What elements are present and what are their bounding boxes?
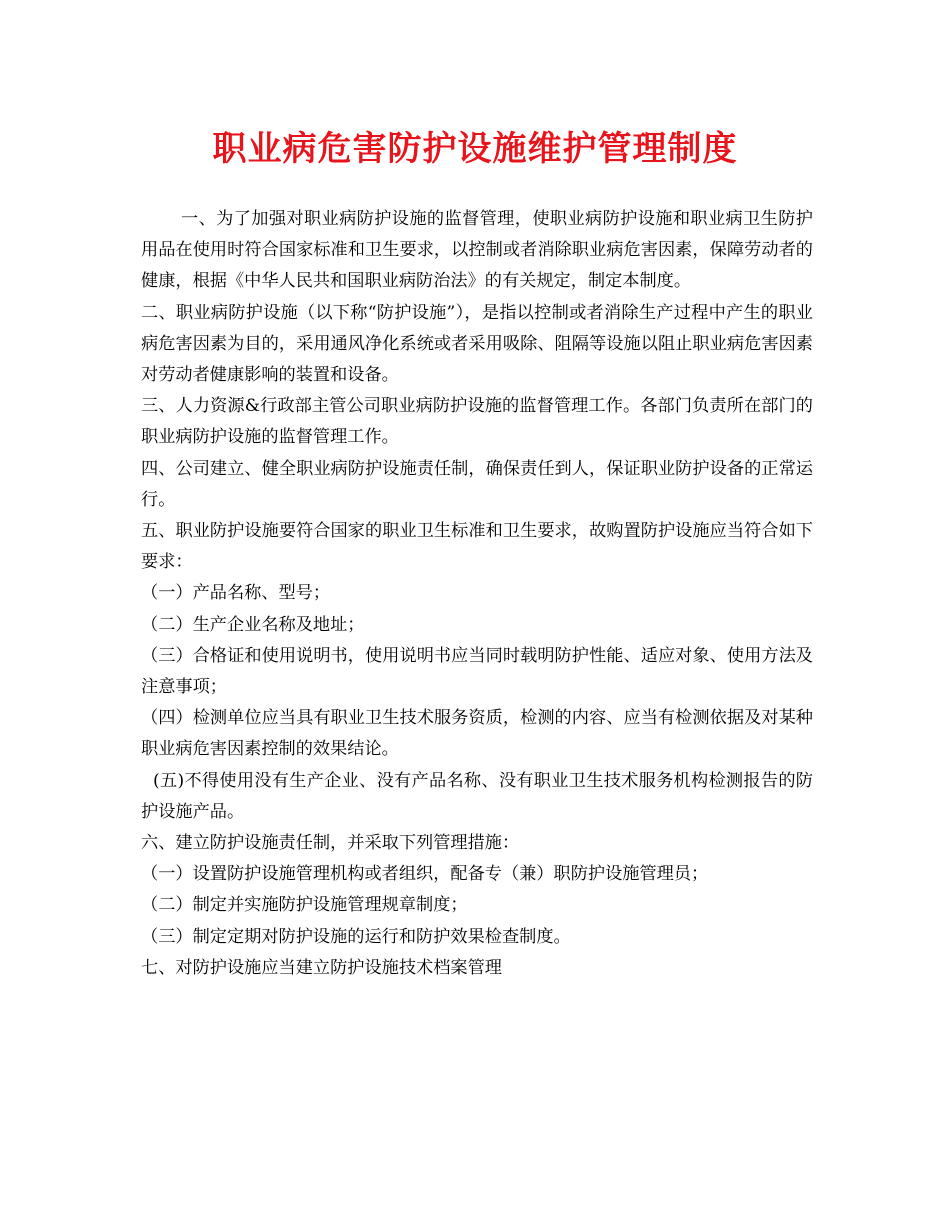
paragraph-6: 六、建立防护设施责任制，并采取下列管理措施： xyxy=(141,833,520,854)
list-item-5-5: (五)不得使用没有生产企业、没有产品名称、没有职业卫生技术服务机构检测报告的防护设施产品。 xyxy=(141,770,813,822)
list-item-6-3: （三）制定定期对防护设施的运行和防护效果检查制度。 xyxy=(141,926,571,947)
paragraph-2: 二、职业病防护设施（以下称“防护设施”），是指以控制或者消除生产过程中产生的职业病危害因素为目的，采用通风净化系统或者采用吸除、阻隔等设施以阻止职业病危害因素对劳动者健康影响的装置和设备。 xyxy=(141,302,813,386)
list-item-5-4: （四）检测单位应当具有职业卫生技术服务资质，检测的内容、应当有检测依据及对某种职业病危害因素控制的效果结论。 xyxy=(141,708,813,760)
paragraph-4: 四、公司建立、健全职业病防护设施责任制，确保责任到人，保证职业防护设备的正常运行。 xyxy=(141,458,813,510)
list-item-6-2: （二）制定并实施防护设施管理规章制度； xyxy=(141,895,468,916)
paragraph-5: 五、职业防护设施要符合国家的职业卫生标准和卫生要求，故购置防护设施应当符合如下要求： xyxy=(141,521,813,573)
paragraph-1: 一、为了加强对职业病防护设施的监督管理，使职业病防护设施和职业病卫生防护用品在使用时符合国家标准和卫生要求，以控制或者消除职业病危害因素，保障劳动者的健康，根据《中华人民共和国职业病防治法》的有关规定，制定本制度。 xyxy=(141,209,813,292)
list-item-5-2: （二）生产企业名称及地址； xyxy=(141,614,365,635)
document-title: 职业病危害防护设施维护管理制度 xyxy=(212,129,738,169)
list-item-5-1: （一）产品名称、型号； xyxy=(141,583,331,604)
paragraph-7: 七、对防护设施应当建立防护设施技术档案管理 xyxy=(141,957,502,978)
list-item-6-1: （一）设置防护设施管理机构或者组织，配备专（兼）职防护设施管理员； xyxy=(141,864,709,885)
document-body xyxy=(141,204,813,984)
paragraph-3: 三、人力资源&行政部主管公司职业病防护设施的监督管理工作。各部门负责所在部门的职业病防护设施的监督管理工作。 xyxy=(141,396,813,448)
list-item-5-3: （三）合格证和使用说明书，使用说明书应当同时载明防护性能、适应对象、使用方法及注意事项； xyxy=(141,645,813,698)
